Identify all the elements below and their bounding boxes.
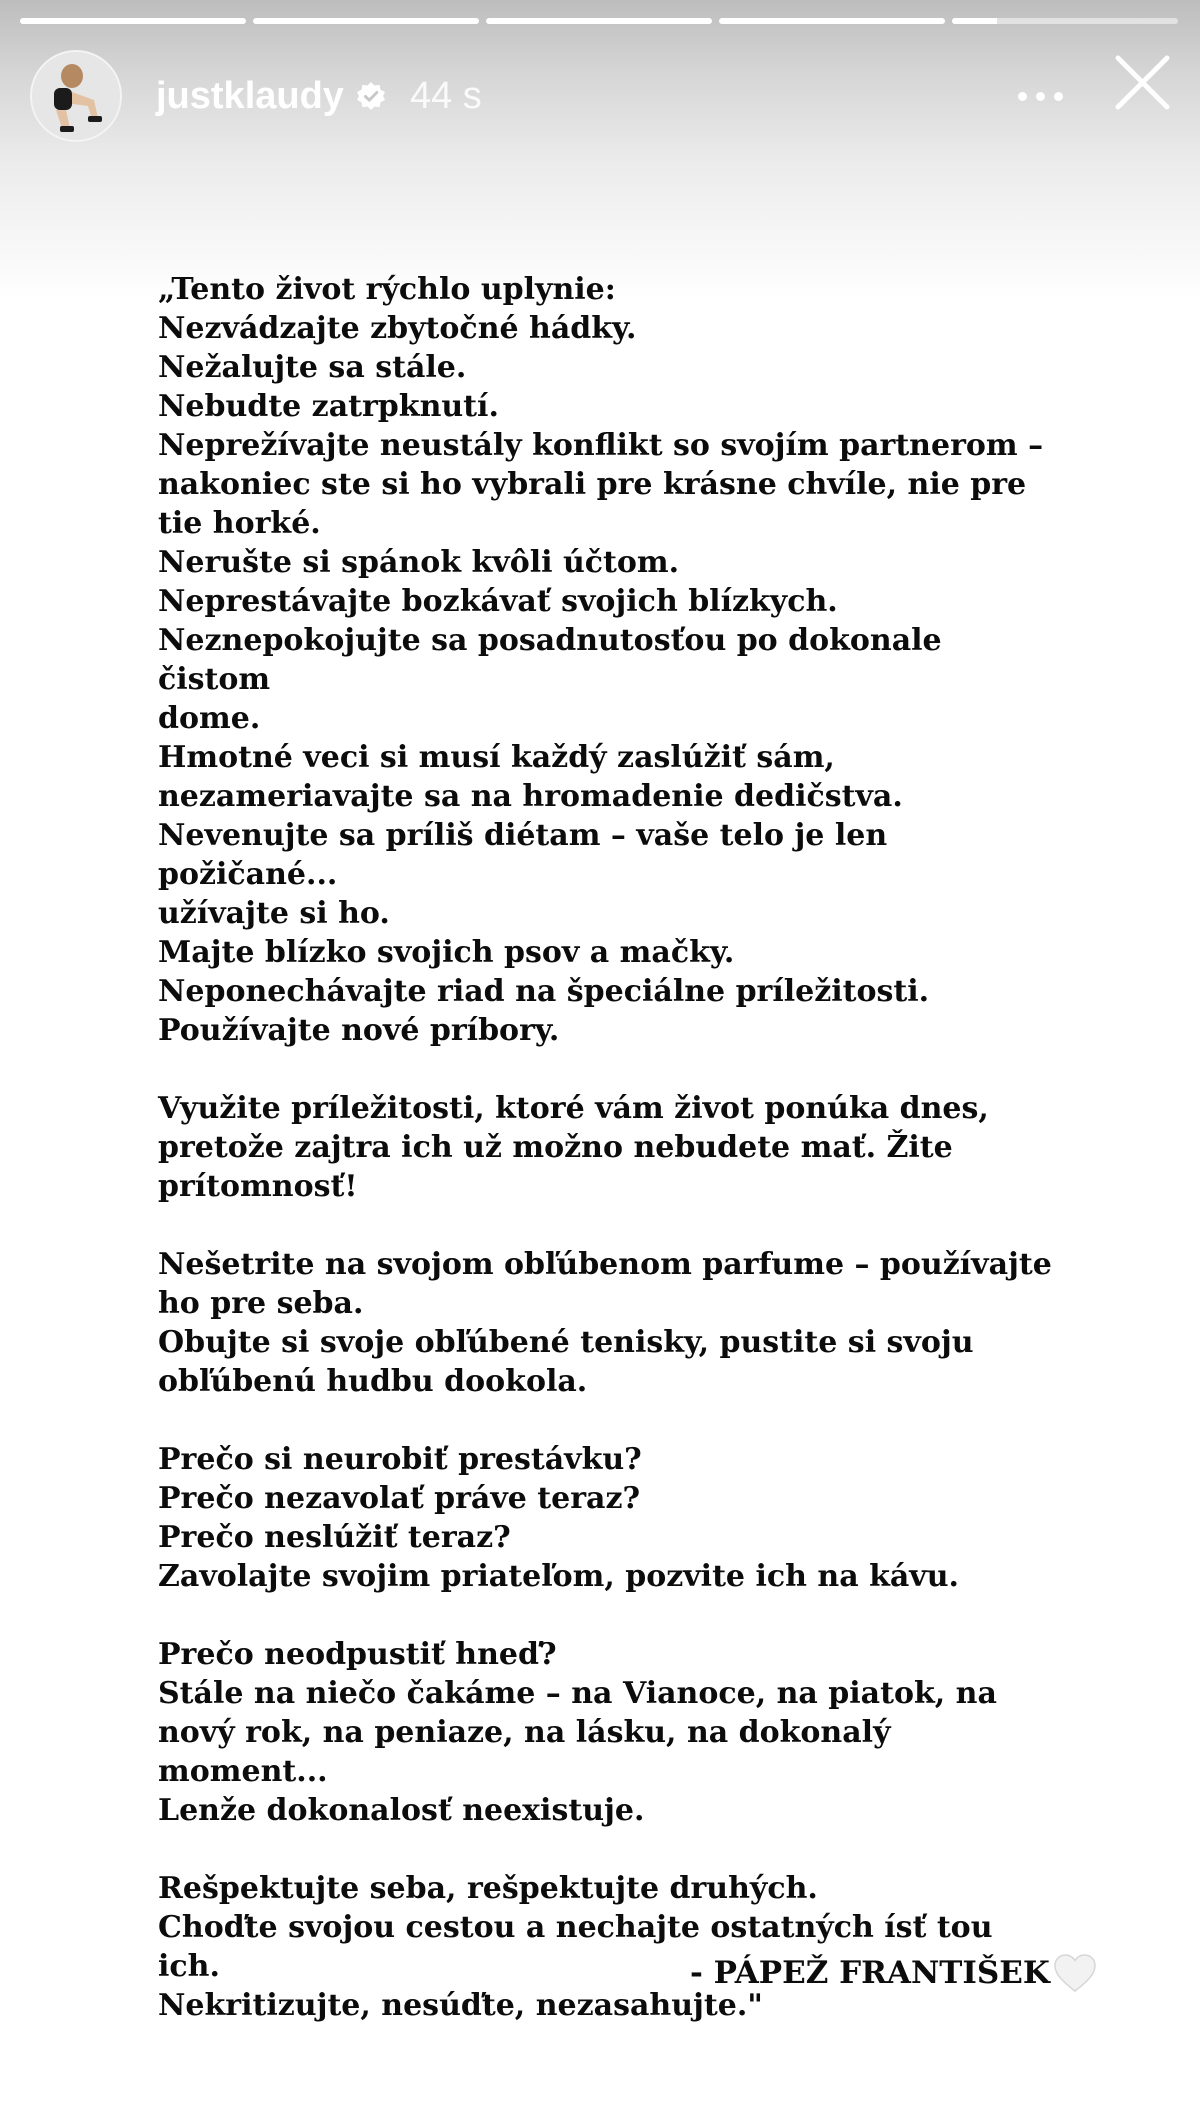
progress-segment xyxy=(719,18,945,24)
quote-line: ho pre seba. xyxy=(158,1286,364,1321)
quote-spacer xyxy=(158,1050,1058,1089)
quote-line: Neprestávajte bozkávať svojich blízkych. xyxy=(158,584,838,619)
progress-segment xyxy=(486,18,712,24)
quote-line: nezameriavajte sa na hromadenie dedičstva. xyxy=(158,779,903,814)
quote-line: nakoniec ste si ho vybrali pre krásne chvíle, nie pre xyxy=(158,467,1027,502)
quote-line: Rešpektujte seba, rešpektujte druhých. xyxy=(158,1871,818,1906)
quote-line: Zavolajte svojim priateľom, pozvite ich na kávu. xyxy=(158,1559,959,1594)
quote-line: Prečo nezavolať práve teraz? xyxy=(158,1481,641,1516)
progress-segment-fill xyxy=(253,18,479,24)
more-options-icon xyxy=(1036,92,1045,101)
progress-segment-fill xyxy=(952,18,997,24)
quote-spacer xyxy=(158,1206,1058,1245)
avatar[interactable] xyxy=(30,50,122,142)
quote-line: Majte blízko svojich psov a mačky. xyxy=(158,935,735,970)
progress-segment xyxy=(952,18,1178,24)
quote-spacer xyxy=(158,1596,1058,1635)
quote-text xyxy=(158,270,1058,2025)
quote-line: Nevenujte sa príliš diétam – vaše telo je len požičané... xyxy=(158,818,898,892)
progress-segment-fill xyxy=(20,18,246,24)
quote-line: Nebudte zatrpknutí. xyxy=(158,389,499,424)
quote-spacer xyxy=(158,1401,1058,1440)
quote-line: Choďte svojou cestou a nechajte ostatných ísť tou ich. xyxy=(158,1910,1003,1984)
quote-line: Prečo neodpustiť hneď? xyxy=(158,1637,557,1672)
signature xyxy=(690,1952,1098,1994)
username[interactable]: justklaudy xyxy=(156,74,344,117)
quote-line: Obujte si svoje obľúbené tenisky, pustite si svoju xyxy=(158,1325,974,1360)
progress-segment-fill xyxy=(486,18,712,24)
quote-line: dome. xyxy=(158,701,261,736)
quote-line: tie horké. xyxy=(158,506,321,541)
quote-spacer xyxy=(158,1830,1058,1869)
post-time: 44 s xyxy=(409,74,482,117)
progress-segment xyxy=(20,18,246,24)
quote-line: Nešetrite na svojom obľúbenom parfume – používajte xyxy=(158,1247,1052,1282)
quote-line: „Tento život rýchlo uplynie: xyxy=(158,272,616,307)
header-gradient xyxy=(0,0,1200,300)
quote-line: Neznepokojujte sa posadnutosťou po dokonale čistom xyxy=(158,623,953,697)
quote-line: nový rok, na peniaze, na lásku, na dokonalý moment... xyxy=(158,1715,901,1789)
avatar-image xyxy=(32,52,120,140)
signature-text: - PÁPEŽ FRANTIŠEK xyxy=(690,1955,1050,1991)
quote-line: pretože zajtra ich už možno nebudete mať. Žite xyxy=(158,1130,953,1165)
progress-segment-fill xyxy=(719,18,945,24)
story-progress-bar xyxy=(20,18,1178,24)
white-heart-icon xyxy=(1052,1952,1098,1994)
quote-line: obľúbenú hudbu dookola. xyxy=(158,1364,588,1399)
close-icon[interactable] xyxy=(1110,50,1175,115)
progress-segment xyxy=(253,18,479,24)
quote-line: užívajte si ho. xyxy=(158,896,390,931)
quote-line: Nežalujte sa stále. xyxy=(158,350,467,385)
quote-line: Stále na niečo čakáme – na Vianoce, na piatok, na xyxy=(158,1676,997,1711)
more-options-icon xyxy=(1018,92,1027,101)
quote-line: prítomnosť! xyxy=(158,1169,358,1204)
quote-line: Nezvádzajte zbytočné hádky. xyxy=(158,311,637,346)
quote-line: Prečo si neurobiť prestávku? xyxy=(158,1442,642,1477)
quote-line: Využite príležitosti, ktoré vám život ponúka dnes, xyxy=(158,1091,989,1126)
quote-line: Nekritizujte, nesúďte, nezasahujte." xyxy=(158,1988,763,2023)
quote-line: Používajte nové príbory. xyxy=(158,1013,560,1048)
quote-line: Lenže dokonalosť neexistuje. xyxy=(158,1793,645,1828)
more-options-icon xyxy=(1054,92,1063,101)
quote-line: Hmotné veci si musí každý zaslúžiť sám, xyxy=(158,740,835,775)
quote-line: Nerušte si spánok kvôli účtom. xyxy=(158,545,680,580)
story-header xyxy=(30,50,1175,142)
quote-line: Prečo neslúžiť teraz? xyxy=(158,1520,511,1555)
verified-badge-icon xyxy=(356,81,386,111)
more-options-button[interactable] xyxy=(995,76,1085,116)
quote-line: Neponechávajte riad na špeciálne príležitosti. xyxy=(158,974,930,1009)
quote-line: Neprežívajte neustály konflikt so svojím partnerom – xyxy=(158,428,1044,463)
